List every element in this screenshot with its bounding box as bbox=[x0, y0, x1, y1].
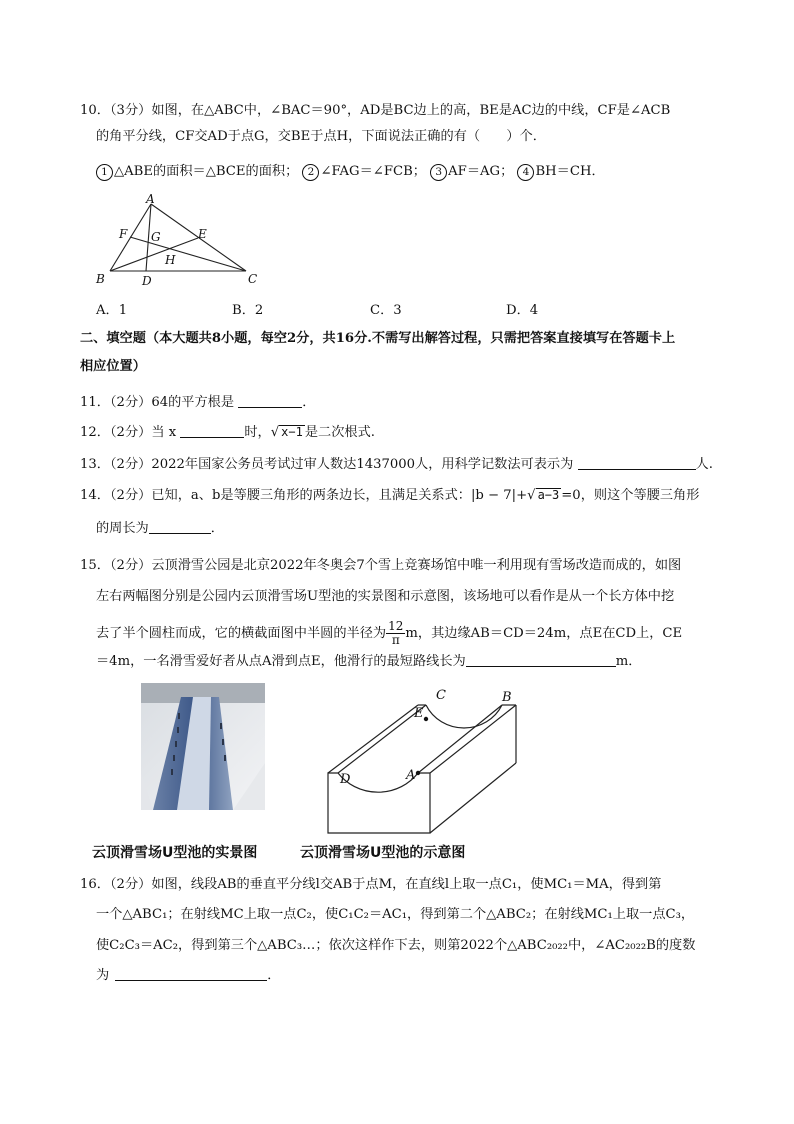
label-F: F bbox=[119, 227, 128, 241]
label-D: D bbox=[142, 274, 152, 288]
q14-line2: 的周长为 ． bbox=[96, 521, 224, 536]
q15-answer-blank[interactable] bbox=[466, 653, 616, 667]
q16-line2: 一个△ABC₁；在射线MC上取一点C₂，使C₁C₂＝AC₁，得到第二个△ABC₂；在射线MC₁上取一点C₃， bbox=[96, 907, 695, 922]
statement-1-mark: 1 bbox=[96, 164, 113, 181]
photo-caption: 云顶滑雪场U型池的实景图 bbox=[92, 845, 258, 861]
q15-line2: 左右两幅图分别是公园内云顶滑雪场U型池的实景图和示意图，该场地可以看作是从一个长方体中挖 bbox=[96, 589, 675, 604]
q14-line1: 14．（2分）已知，a、b是等腰三角形的两条边长，且满足关系式：|b − 7|+√ a−3 =0，则这个等腰三角形 bbox=[80, 488, 700, 503]
radius-fraction: $\frac{12}{\pi}$ bbox=[388, 619, 404, 647]
statement-3-mark: 3 bbox=[430, 164, 447, 181]
label-H: H bbox=[165, 253, 176, 267]
q11-answer-blank[interactable] bbox=[238, 394, 302, 408]
schematic-label-B: B bbox=[502, 690, 512, 705]
q12-radical: x−1 bbox=[281, 425, 303, 439]
q10-line2: 的角平分线，CF交AD于点G，交BE于点H，下面说法正确的有（ ）个． bbox=[96, 129, 546, 144]
q10-option-c: C．3 bbox=[370, 303, 402, 318]
halfpipe-photo bbox=[141, 683, 265, 810]
q12: 12．（2分）当 x 时，√ x−1 是二次根式. bbox=[80, 425, 375, 440]
q16-line1: 16．（2分）如图，线段AB的垂直平分线l交AB于点M，在直线l上取一点C₁，使MC₁＝MA，得到第 bbox=[80, 877, 662, 892]
q11: 11．（2分）64的平方根是 ． bbox=[80, 395, 316, 410]
q16-line4: 为 ． bbox=[96, 968, 281, 983]
section2-heading: 二、填空题（本大题共8小题，每空2分，共16分.不需写出解答过程，只需把答案直接填写在答题卡上 bbox=[80, 331, 676, 346]
q10-option-a: A．1 bbox=[96, 303, 128, 318]
q10-statements: 1 △ABE的面积＝△BCE的面积； 2 ∠FAG＝∠FCB； 3 AF＝AG； 4 BH＝CH． bbox=[96, 163, 605, 181]
label-A: A bbox=[146, 192, 155, 206]
label-E: E bbox=[198, 227, 207, 241]
q10-option-d: D．4 bbox=[506, 303, 539, 318]
halfpipe-schematic bbox=[318, 683, 528, 843]
q10-option-b: B．2 bbox=[232, 303, 264, 318]
q14-radical: a−3 bbox=[537, 488, 560, 502]
q15-line3: 去了半个圆柱而成，它的横截面图中半圆的半径为 $\frac{12}{\pi}$ m，其边缘AB＝CD＝24m，点E在CD上，CE bbox=[96, 619, 683, 647]
schematic-label-D: D bbox=[340, 772, 351, 787]
statement-2-mark: 2 bbox=[302, 164, 319, 181]
q10-triangle-figure bbox=[88, 192, 268, 292]
q15-line1: 15．（2分）云顶滑雪公园是北京2022年冬奥会7个雪上竞赛场馆中唯一利用现有雪场改造而成的，如图 bbox=[80, 558, 682, 573]
q16-answer-blank[interactable] bbox=[115, 967, 267, 981]
section2-heading-cont: 相应位置） bbox=[80, 359, 146, 374]
q10-line1: 10．（3分）如图，在△ABC中，∠BAC＝90°，AD是BC边上的高，BE是AC边的中线，CF是∠ACB bbox=[80, 103, 671, 118]
q12-answer-blank[interactable] bbox=[180, 424, 244, 438]
q13: 13．（2分）2022年国家公务员考试过审人数达1437000人，用科学记数法可表示为 人. bbox=[80, 457, 713, 472]
schematic-label-A: A bbox=[406, 768, 416, 783]
q16-line3: 使C₂C₃＝AC₂，得到第三个△ABC₃…；依次这样作下去，则第2022个△ABC₂₀₂₂中，∠AC₂₀₂₂B的度数 bbox=[96, 938, 696, 953]
label-B: B bbox=[96, 272, 105, 286]
label-C: C bbox=[248, 272, 258, 286]
q14-answer-blank[interactable] bbox=[149, 520, 211, 534]
q15-line4: ＝4m，一名滑雪爱好者从点A滑到点E，他滑行的最短路线长为 m． bbox=[96, 654, 642, 669]
schematic-label-C: C bbox=[436, 688, 446, 703]
schematic-label-E: E bbox=[414, 706, 424, 721]
label-G: G bbox=[151, 230, 161, 244]
schematic-caption: 云顶滑雪场U型池的示意图 bbox=[300, 845, 466, 861]
statement-4-mark: 4 bbox=[517, 164, 534, 181]
q13-answer-blank[interactable] bbox=[578, 456, 696, 470]
